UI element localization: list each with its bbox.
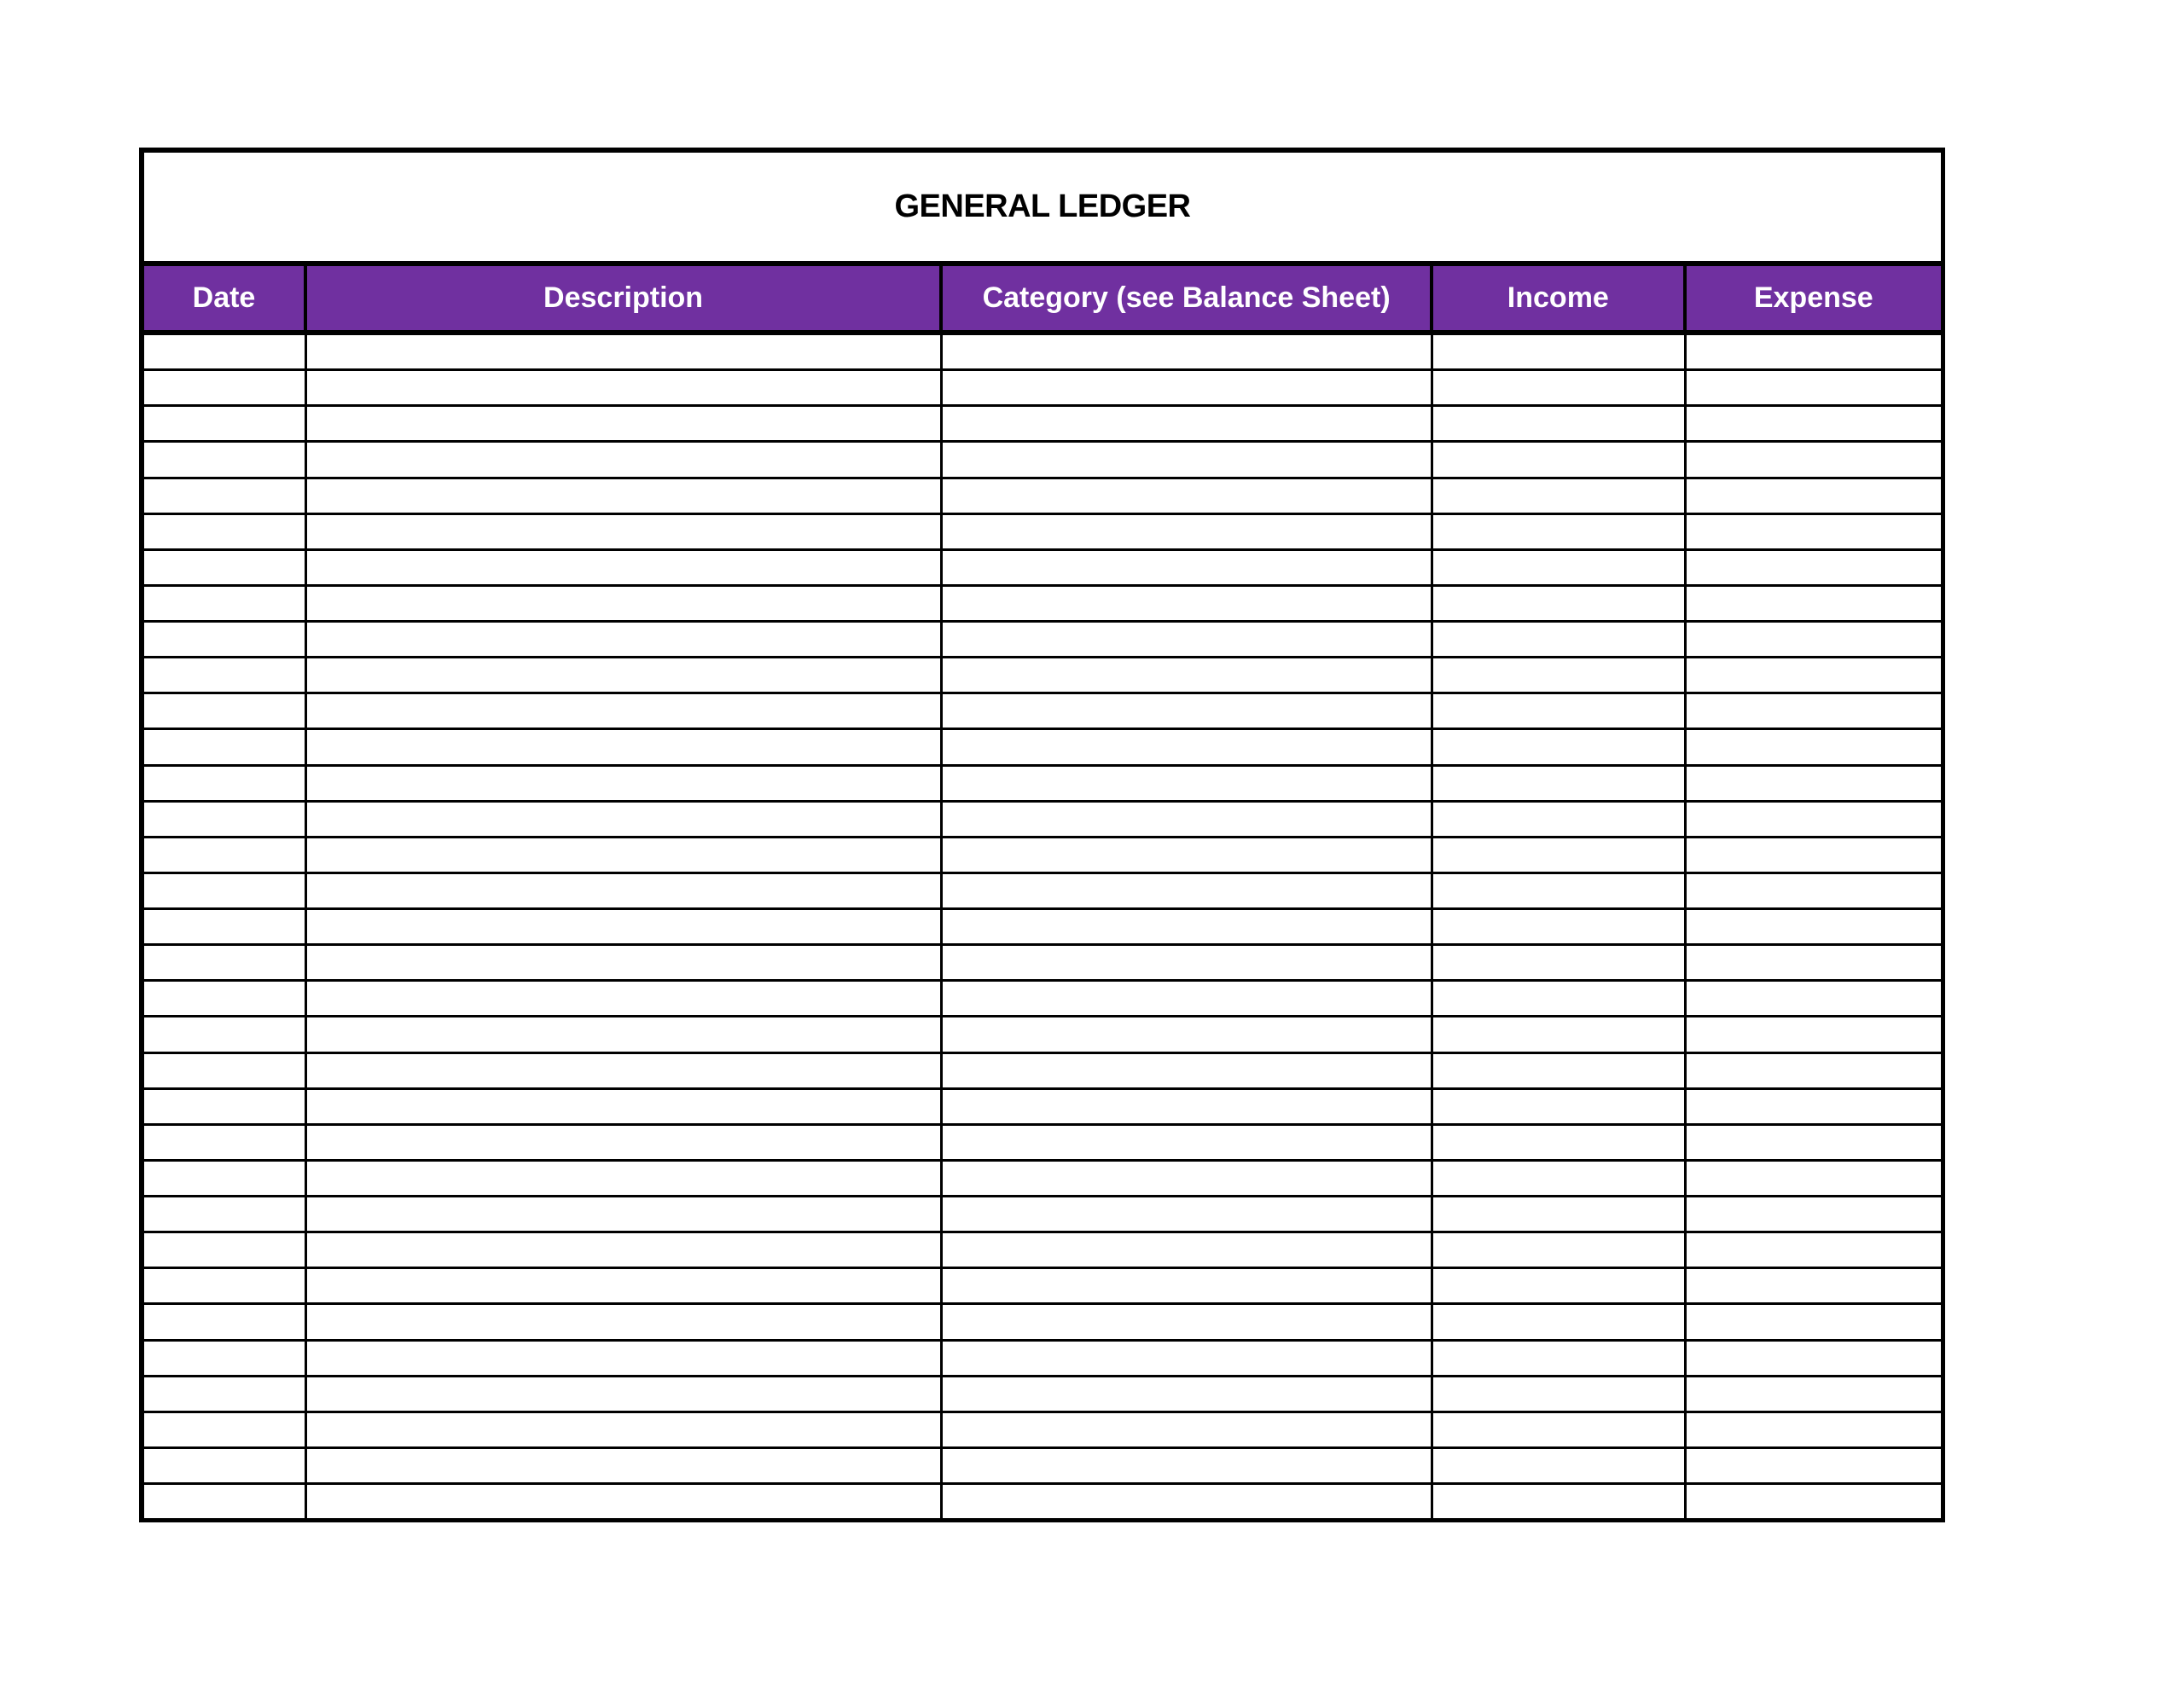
ledger-cell-category-row14[interactable] — [943, 803, 1433, 836]
ledger-cell-description-row27[interactable] — [307, 1269, 943, 1302]
ledger-cell-expense-row20[interactable] — [1687, 1017, 1941, 1051]
ledger-cell-description-row32[interactable] — [307, 1449, 943, 1482]
ledger-cell-date-row20[interactable] — [144, 1017, 307, 1051]
ledger-cell-income-row22[interactable] — [1433, 1090, 1686, 1123]
ledger-cell-date-row21[interactable] — [144, 1054, 307, 1087]
ledger-cell-date-row29[interactable] — [144, 1342, 307, 1375]
ledger-cell-description-row29[interactable] — [307, 1342, 943, 1375]
ledger-cell-date-row33[interactable] — [144, 1485, 307, 1518]
ledger-cell-date-row5[interactable] — [144, 479, 307, 513]
ledger-cell-description-row19[interactable] — [307, 982, 943, 1015]
ledger-cell-expense-row31[interactable] — [1687, 1413, 1941, 1446]
ledger-cell-expense-row23[interactable] — [1687, 1126, 1941, 1159]
ledger-cell-description-row20[interactable] — [307, 1017, 943, 1051]
ledger-cell-description-row5[interactable] — [307, 479, 943, 513]
ledger-cell-description-row9[interactable] — [307, 623, 943, 656]
table-row — [144, 730, 1941, 766]
table-row — [144, 982, 1941, 1017]
ledger-cell-expense-row22[interactable] — [1687, 1090, 1941, 1123]
table-row — [144, 623, 1941, 658]
table-row — [144, 1017, 1941, 1053]
ledger-cell-expense-row13[interactable] — [1687, 767, 1941, 800]
table-row — [144, 1090, 1941, 1126]
column-header-date: Date — [144, 266, 307, 330]
ledger-cell-description-row26[interactable] — [307, 1233, 943, 1267]
ledger-cell-date-row3[interactable] — [144, 407, 307, 440]
ledger-cell-income-row19[interactable] — [1433, 982, 1686, 1015]
ledger-cell-category-row3[interactable] — [943, 407, 1433, 440]
ledger-cell-expense-row3[interactable] — [1687, 407, 1941, 440]
table-row — [144, 1342, 1941, 1377]
ledger-cell-description-row17[interactable] — [307, 910, 943, 943]
ledger-cell-description-row31[interactable] — [307, 1413, 943, 1446]
ledger-cell-income-row10[interactable] — [1433, 658, 1686, 692]
table-row — [144, 1126, 1941, 1162]
table-row — [144, 838, 1941, 874]
ledger-cell-expense-row6[interactable] — [1687, 515, 1941, 548]
table-row — [144, 515, 1941, 551]
ledger-cell-date-row17[interactable] — [144, 910, 307, 943]
table-row — [144, 767, 1941, 803]
table-row — [144, 1269, 1941, 1305]
column-header-expense: Expense — [1753, 281, 1873, 314]
ledger-cell-description-row13[interactable] — [307, 767, 943, 800]
ledger-cell-description-row24[interactable] — [307, 1162, 943, 1195]
ledger-cell-category-row16[interactable] — [943, 874, 1433, 907]
ledger-cell-income-row26[interactable] — [1433, 1233, 1686, 1267]
table-row — [144, 443, 1941, 478]
ledger-cell-expense-row14[interactable] — [1687, 803, 1941, 836]
ledger-cell-income-row12[interactable] — [1433, 730, 1686, 763]
ledger-cell-description-row6[interactable] — [307, 515, 943, 548]
ledger-cell-income-row3[interactable] — [1433, 407, 1686, 440]
ledger-cell-description-row30[interactable] — [307, 1377, 943, 1411]
table-row — [144, 1197, 1941, 1233]
ledger-cell-description-row15[interactable] — [307, 838, 943, 872]
ledger-cell-expense-row21[interactable] — [1687, 1054, 1941, 1087]
ledger-cell-date-row32[interactable] — [144, 1449, 307, 1482]
table-row — [144, 658, 1941, 694]
table-row — [144, 874, 1941, 910]
ledger-cell-category-row2[interactable] — [943, 371, 1433, 404]
ledger-cell-description-row4[interactable] — [307, 443, 943, 476]
ledger-cell-income-row16[interactable] — [1433, 874, 1686, 907]
ledger-cell-expense-row18[interactable] — [1687, 946, 1941, 979]
ledger-cell-category-row19[interactable] — [943, 982, 1433, 1015]
ledger-cell-income-row20[interactable] — [1433, 1017, 1686, 1051]
ledger-cell-expense-row9[interactable] — [1687, 623, 1941, 656]
table-row — [144, 694, 1941, 730]
ledger-cell-date-row2[interactable] — [144, 371, 307, 404]
table-row — [144, 587, 1941, 623]
ledger-cell-income-row7[interactable] — [1433, 551, 1686, 584]
ledger-cell-description-row12[interactable] — [307, 730, 943, 763]
ledger-cell-category-row10[interactable] — [943, 658, 1433, 692]
general-ledger-table — [139, 148, 1945, 1522]
ledger-cell-category-row20[interactable] — [943, 1017, 1433, 1051]
ledger-cell-description-row7[interactable] — [307, 551, 943, 584]
ledger-cell-income-row8[interactable] — [1433, 587, 1686, 620]
ledger-cell-category-row23[interactable] — [943, 1126, 1433, 1159]
table-row — [144, 371, 1941, 407]
ledger-cell-expense-row2[interactable] — [1687, 371, 1941, 404]
table-row — [144, 1162, 1941, 1197]
ledger-cell-expense-row28[interactable] — [1687, 1305, 1941, 1338]
ledger-cell-income-row15[interactable] — [1433, 838, 1686, 872]
ledger-cell-date-row13[interactable] — [144, 767, 307, 800]
ledger-cell-date-row23[interactable] — [144, 1126, 307, 1159]
ledger-cell-date-row15[interactable] — [144, 838, 307, 872]
ledger-cell-date-row16[interactable] — [144, 874, 307, 907]
ledger-cell-category-row5[interactable] — [943, 479, 1433, 513]
ledger-cell-expense-row32[interactable] — [1687, 1449, 1941, 1482]
ledger-cell-income-row18[interactable] — [1433, 946, 1686, 979]
ledger-cell-category-row17[interactable] — [943, 910, 1433, 943]
ledger-cell-expense-row1[interactable] — [1687, 335, 1941, 368]
ledger-cell-expense-row25[interactable] — [1687, 1197, 1941, 1231]
ledger-cell-description-row16[interactable] — [307, 874, 943, 907]
ledger-cell-date-row1[interactable] — [144, 335, 307, 368]
ledger-cell-description-row23[interactable] — [307, 1126, 943, 1159]
ledger-cell-income-row29[interactable] — [1433, 1342, 1686, 1375]
table-row — [144, 910, 1941, 946]
ledger-cell-category-row1[interactable] — [943, 335, 1433, 368]
table-row — [144, 1485, 1941, 1518]
ledger-cell-date-row30[interactable] — [144, 1377, 307, 1411]
ledger-cell-income-row28[interactable] — [1433, 1305, 1686, 1338]
ledger-body — [144, 335, 1941, 1518]
ledger-cell-category-row15[interactable] — [943, 838, 1433, 872]
ledger-cell-expense-row24[interactable] — [1687, 1162, 1941, 1195]
ledger-cell-income-row11[interactable] — [1433, 694, 1686, 728]
ledger-cell-description-row33[interactable] — [307, 1485, 943, 1518]
ledger-cell-description-row14[interactable] — [307, 803, 943, 836]
ledger-cell-income-row14[interactable] — [1433, 803, 1686, 836]
ledger-cell-expense-row7[interactable] — [1687, 551, 1941, 584]
ledger-cell-date-row9[interactable] — [144, 623, 307, 656]
ledger-cell-expense-row15[interactable] — [1687, 838, 1941, 872]
ledger-cell-category-row11[interactable] — [943, 694, 1433, 728]
table-row — [144, 1377, 1941, 1413]
ledger-cell-income-row23[interactable] — [1433, 1126, 1686, 1159]
table-row — [144, 407, 1941, 443]
ledger-cell-category-row22[interactable] — [943, 1090, 1433, 1123]
ledger-cell-description-row8[interactable] — [307, 587, 943, 620]
ledger-cell-category-row24[interactable] — [943, 1162, 1433, 1195]
ledger-cell-category-row13[interactable] — [943, 767, 1433, 800]
ledger-cell-date-row6[interactable] — [144, 515, 307, 548]
ledger-cell-category-row28[interactable] — [943, 1305, 1433, 1338]
ledger-cell-expense-row30[interactable] — [1687, 1377, 1941, 1411]
ledger-cell-expense-row11[interactable] — [1687, 694, 1941, 728]
ledger-cell-date-row4[interactable] — [144, 443, 307, 476]
table-row — [144, 1305, 1941, 1341]
table-row — [144, 1054, 1941, 1090]
ledger-cell-date-row10[interactable] — [144, 658, 307, 692]
ledger-cell-expense-row19[interactable] — [1687, 982, 1941, 1015]
ledger-cell-category-row12[interactable] — [943, 730, 1433, 763]
column-header-income: Income — [1433, 266, 1686, 330]
table-row — [144, 479, 1941, 515]
table-row — [144, 1233, 1941, 1269]
ledger-cell-category-row33[interactable] — [943, 1485, 1433, 1518]
ledger-cell-income-row6[interactable] — [1433, 515, 1686, 548]
ledger-cell-income-row5[interactable] — [1433, 479, 1686, 513]
ledger-cell-category-row26[interactable] — [943, 1233, 1433, 1267]
ledger-cell-expense-row26[interactable] — [1687, 1233, 1941, 1267]
ledger-cell-expense-row29[interactable] — [1687, 1342, 1941, 1375]
ledger-cell-category-row27[interactable] — [943, 1269, 1433, 1302]
ledger-cell-date-row8[interactable] — [144, 587, 307, 620]
ledger-cell-description-row22[interactable] — [307, 1090, 943, 1123]
ledger-cell-category-row6[interactable] — [943, 515, 1433, 548]
ledger-cell-date-row11[interactable] — [144, 694, 307, 728]
ledger-cell-expense-row5[interactable] — [1687, 479, 1941, 513]
ledger-cell-expense-row4[interactable] — [1687, 443, 1941, 476]
ledger-cell-income-row31[interactable] — [1433, 1413, 1686, 1446]
ledger-cell-income-row17[interactable] — [1433, 910, 1686, 943]
table-title: GENERAL LEDGER — [144, 153, 1941, 266]
ledger-cell-income-row21[interactable] — [1433, 1054, 1686, 1087]
ledger-cell-description-row2[interactable] — [307, 371, 943, 404]
ledger-cell-date-row24[interactable] — [144, 1162, 307, 1195]
ledger-cell-category-row29[interactable] — [943, 1342, 1433, 1375]
ledger-cell-date-row27[interactable] — [144, 1269, 307, 1302]
ledger-cell-description-row11[interactable] — [307, 694, 943, 728]
ledger-cell-date-row18[interactable] — [144, 946, 307, 979]
ledger-cell-category-row18[interactable] — [943, 946, 1433, 979]
ledger-cell-category-row30[interactable] — [943, 1377, 1433, 1411]
ledger-cell-category-row7[interactable] — [943, 551, 1433, 584]
ledger-cell-date-row25[interactable] — [144, 1197, 307, 1231]
ledger-cell-income-row25[interactable] — [1433, 1197, 1686, 1231]
ledger-cell-date-row31[interactable] — [144, 1413, 307, 1446]
ledger-cell-description-row10[interactable] — [307, 658, 943, 692]
ledger-cell-expense-row8[interactable] — [1687, 587, 1941, 620]
column-header-category: Category (see Balance Sheet) — [943, 266, 1433, 330]
ledger-cell-description-row3[interactable] — [307, 407, 943, 440]
ledger-cell-category-row31[interactable] — [943, 1413, 1433, 1446]
ledger-cell-date-row14[interactable] — [144, 803, 307, 836]
ledger-cell-category-row8[interactable] — [943, 587, 1433, 620]
ledger-cell-date-row19[interactable] — [144, 982, 307, 1015]
table-row — [144, 551, 1941, 587]
table-header-row — [144, 266, 1941, 335]
ledger-cell-income-row4[interactable] — [1433, 443, 1686, 476]
ledger-cell-category-row25[interactable] — [943, 1197, 1433, 1231]
ledger-cell-date-row7[interactable] — [144, 551, 307, 584]
ledger-cell-income-row30[interactable] — [1433, 1377, 1686, 1411]
ledger-cell-description-row1[interactable] — [307, 335, 943, 368]
table-row — [144, 946, 1941, 982]
column-header-description: Description — [307, 266, 943, 330]
ledger-cell-income-row13[interactable] — [1433, 767, 1686, 800]
ledger-cell-date-row12[interactable] — [144, 730, 307, 763]
ledger-cell-income-row9[interactable] — [1433, 623, 1686, 656]
ledger-cell-income-row2[interactable] — [1433, 371, 1686, 404]
ledger-cell-date-row28[interactable] — [144, 1305, 307, 1338]
ledger-cell-category-row32[interactable] — [943, 1449, 1433, 1482]
table-row — [144, 1413, 1941, 1449]
ledger-cell-expense-row27[interactable] — [1687, 1269, 1941, 1302]
table-row — [144, 335, 1941, 371]
table-row — [144, 803, 1941, 838]
ledger-cell-income-row33[interactable] — [1433, 1485, 1686, 1518]
ledger-cell-description-row18[interactable] — [307, 946, 943, 979]
ledger-cell-expense-row16[interactable] — [1687, 874, 1941, 907]
ledger-cell-expense-row17[interactable] — [1687, 910, 1941, 943]
ledger-cell-income-row32[interactable] — [1433, 1449, 1686, 1482]
ledger-cell-expense-row10[interactable] — [1687, 658, 1941, 692]
ledger-cell-income-row27[interactable] — [1433, 1269, 1686, 1302]
table-row — [144, 1449, 1941, 1485]
ledger-cell-expense-row33[interactable] — [1687, 1485, 1941, 1518]
ledger-cell-expense-row12[interactable] — [1687, 730, 1941, 763]
ledger-cell-income-row1[interactable] — [1433, 335, 1686, 368]
ledger-cell-description-row28[interactable] — [307, 1305, 943, 1338]
ledger-cell-description-row21[interactable] — [307, 1054, 943, 1087]
ledger-cell-category-row21[interactable] — [943, 1054, 1433, 1087]
ledger-cell-date-row22[interactable] — [144, 1090, 307, 1123]
ledger-cell-category-row4[interactable] — [943, 443, 1433, 476]
ledger-cell-income-row24[interactable] — [1433, 1162, 1686, 1195]
ledger-cell-date-row26[interactable] — [144, 1233, 307, 1267]
ledger-cell-category-row9[interactable] — [943, 623, 1433, 656]
ledger-cell-description-row25[interactable] — [307, 1197, 943, 1231]
